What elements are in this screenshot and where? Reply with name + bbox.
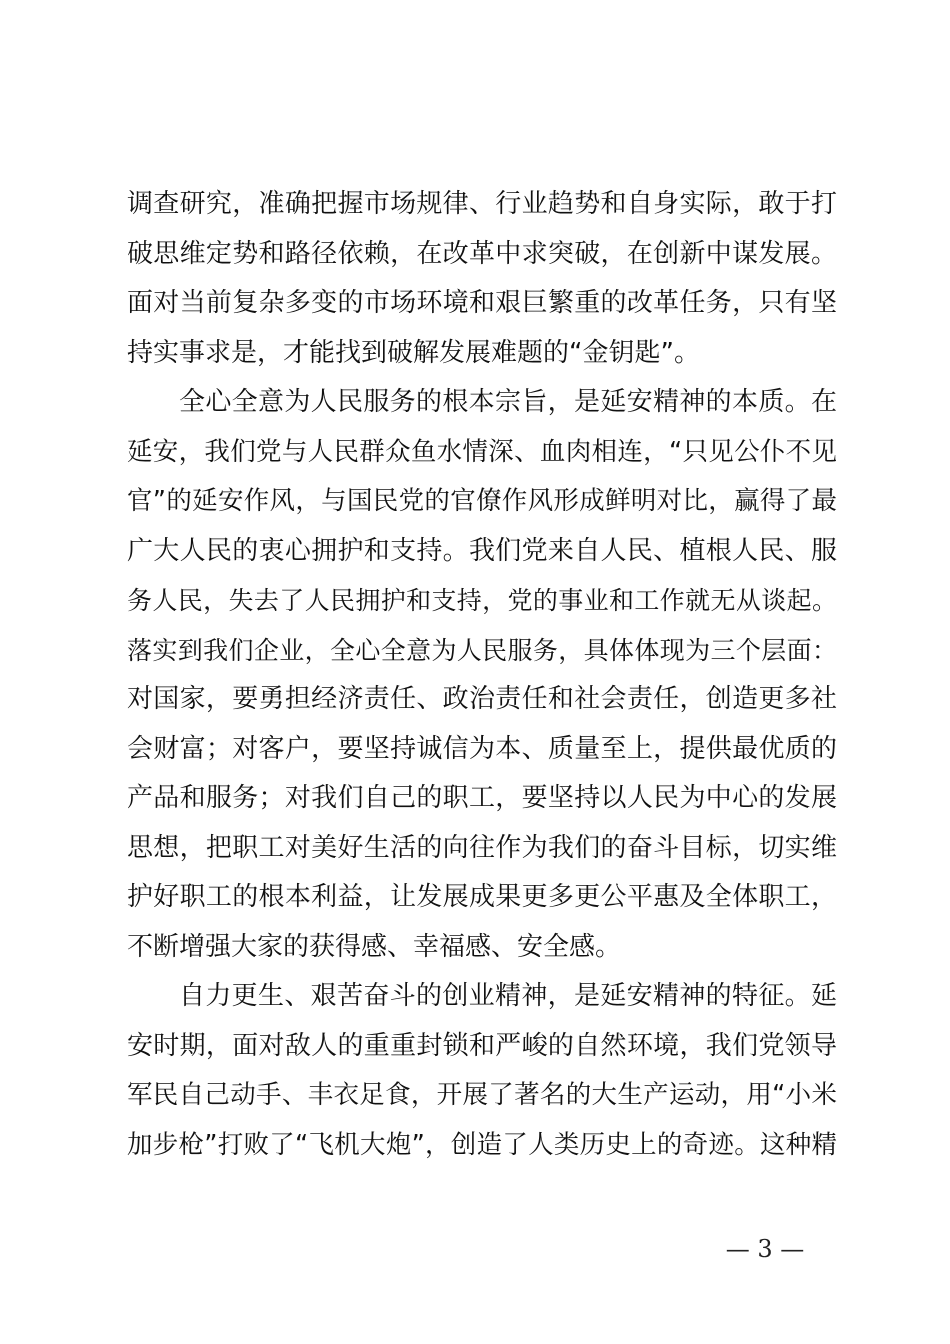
text-line: 安时期，面对敌人的重重封锁和严峻的自然环境，我们党领导	[127, 1030, 837, 1061]
page-number: — 3 —	[725, 1235, 805, 1263]
text-line: 持实事求是，才能找到破解发展难题的“金钥匙”。	[127, 337, 700, 368]
text-line: 官”的延安作风，与国民党的官僚作风形成鲜明对比，赢得了最	[127, 486, 837, 516]
text-line: 务人民，失去了人民拥护和支持，党的事业和工作就无从谈起。	[127, 586, 837, 615]
text-line: 思想，把职工对美好生活的向往作为我们的奋斗目标，切实维	[127, 832, 837, 863]
text-line: 面对当前复杂多变的市场环境和艰巨繁重的改革任务，只有坚	[127, 288, 837, 318]
text-line: 全心全意为人民服务的根本宗旨，是延安精神的本质。在	[179, 387, 837, 417]
text-line: 延安，我们党与人民群众鱼水情深、血肉相连，“只见公仆不见	[127, 436, 837, 467]
text-line: 军民自己动手、丰衣足食，开展了著名的大生产运动，用“小米	[127, 1080, 837, 1110]
text-line: 破思维定势和路径依赖，在改革中求突破，在创新中谋发展。	[127, 238, 837, 269]
text-line: 对国家，要勇担经济责任、政治责任和社会责任，创造更多社	[127, 684, 837, 714]
text-line: 护好职工的根本利益，让发展成果更多更公平惠及全体职工，	[127, 882, 837, 912]
text-line: 加步枪”打败了“飞机大炮”，创造了人类历史上的奇迹。这种精	[127, 1129, 837, 1160]
text-line: 调查研究，准确把握市场规律、行业趋势和自身实际，敢于打	[127, 189, 837, 219]
body-text	[127, 180, 837, 1170]
text-line: 会财富；对客户，要坚持诚信为本、质量至上，提供最优质的	[127, 733, 837, 764]
text-line: 自力更生、艰苦奋斗的创业精神，是延安精神的特征。延	[179, 981, 837, 1011]
text-line: 不断增强大家的获得感、幸福感、安全感。	[127, 931, 622, 962]
text-line: 广大人民的衷心拥护和支持。我们党来自人民、植根人民、服	[127, 535, 837, 566]
text-line: 落实到我们企业，全心全意为人民服务，具体体现为三个层面：	[127, 635, 837, 665]
text-line: 产品和服务；对我们自己的职工，要坚持以人民为中心的发展	[127, 783, 837, 813]
